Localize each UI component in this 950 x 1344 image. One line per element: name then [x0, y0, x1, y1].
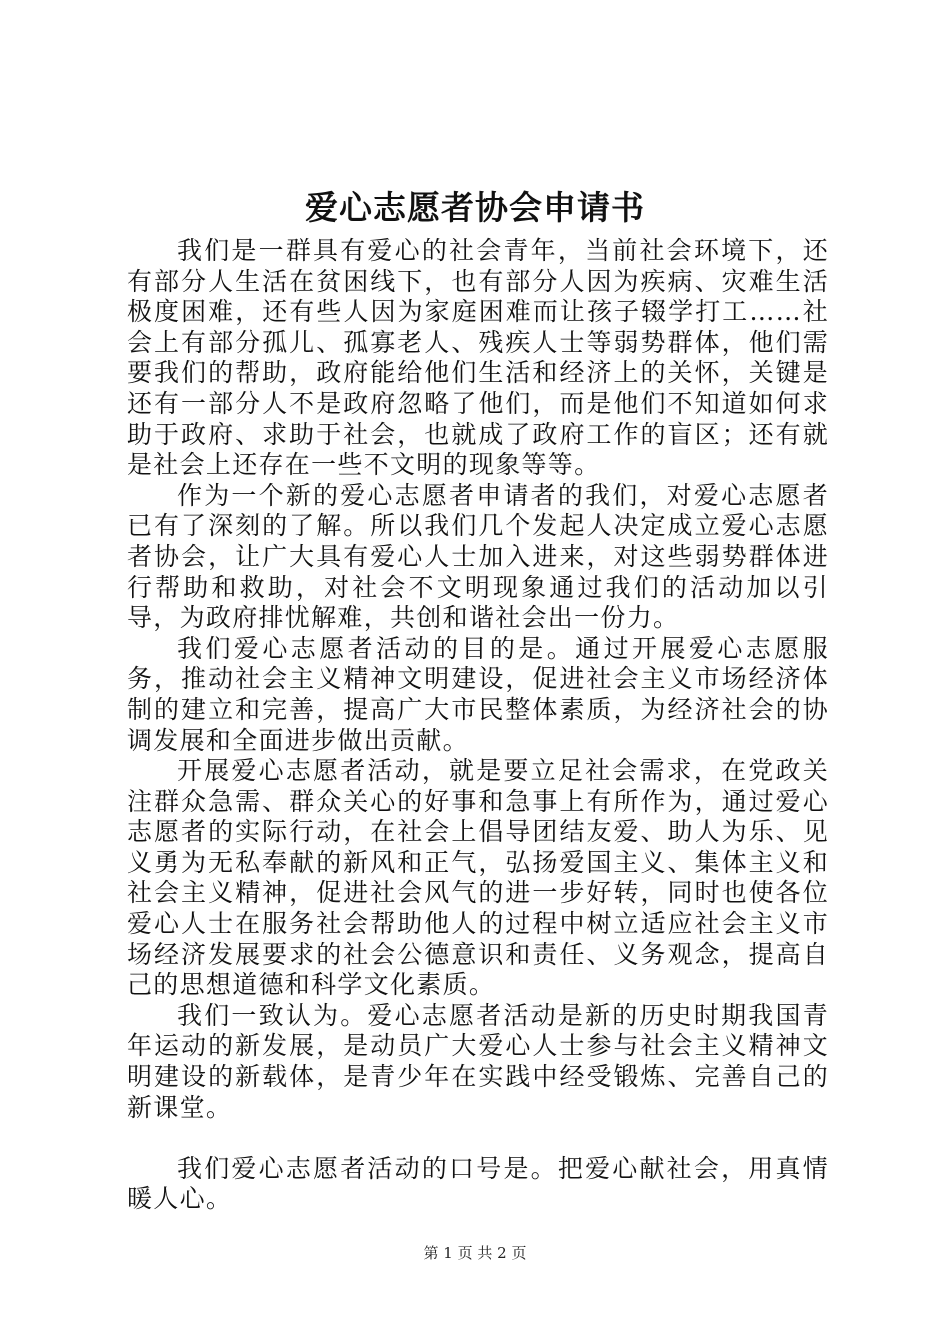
document-body	[127, 236, 829, 1215]
paragraph-4: 开展爱心志愿者活动，就是要立足社会需求，在党政关注群众急需、群众关心的好事和急事上有所作为，通过爱心志愿者的实际行动，在社会上倡导团结友爱、助人为乐、见义勇为无私奉献的新风和正气，弘扬爱国主义、集体主义和社会主义精神，促进社会风气的进一步好转，同时也使各位爱心人士在服务社会帮助他人的过程中树立适应社会主义市场经济发展要求的社会公德意识和责任、义务观念，提高自己的思想道德和科学文化素质。	[127, 756, 829, 1000]
page-footer	[0, 1243, 950, 1263]
paragraph-3: 我们爱心志愿者活动的目的是。通过开展爱心志愿服务，推动社会主义精神文明建设，促进社会主义市场经济体制的建立和完善，提高广大市民整体素质，为经济社会的协调发展和全面进步做出贡献。	[127, 633, 829, 755]
paragraph-5: 我们一致认为。爱心志愿者活动是新的历史时期我国青年运动的新发展，是动员广大爱心人士参与社会主义精神文明建设的新载体，是青少年在实践中经受锻炼、完善自己的新课堂。	[127, 1000, 829, 1122]
document-title: 爱心志愿者协会申请书	[305, 188, 645, 227]
blank-line	[127, 1123, 829, 1154]
paragraph-6: 我们爱心志愿者活动的口号是。把爱心献社会，用真情暖人心。	[127, 1153, 829, 1214]
paragraph-2: 作为一个新的爱心志愿者申请者的我们，对爱心志愿者已有了深刻的了解。所以我们几个发起人决定成立爱心志愿者协会，让广大具有爱心人士加入进来，对这些弱势群体进行帮助和救助，对社会不文明现象通过我们的活动加以引导，为政府排忧解难，共创和谐社会出一份力。	[127, 480, 829, 633]
paragraph-1: 我们是一群具有爱心的社会青年，当前社会环境下，还有部分人生活在贫困线下，也有部分人因为疾病、灾难生活极度困难，还有些人因为家庭困难而让孩子辍学打工……社会上有部分孤儿、孤寡老人、残疾人士等弱势群体，他们需要我们的帮助，政府能给他们生活和经济上的关怀，关键是还有一部分人不是政府忽略了他们，而是他们不知道如何求助于政府、求助于社会，也就成了政府工作的盲区；还有就是社会上还存在一些不文明的现象等等。	[127, 236, 829, 480]
page-number: 第 1 页 共 2 页	[423, 1244, 527, 1262]
